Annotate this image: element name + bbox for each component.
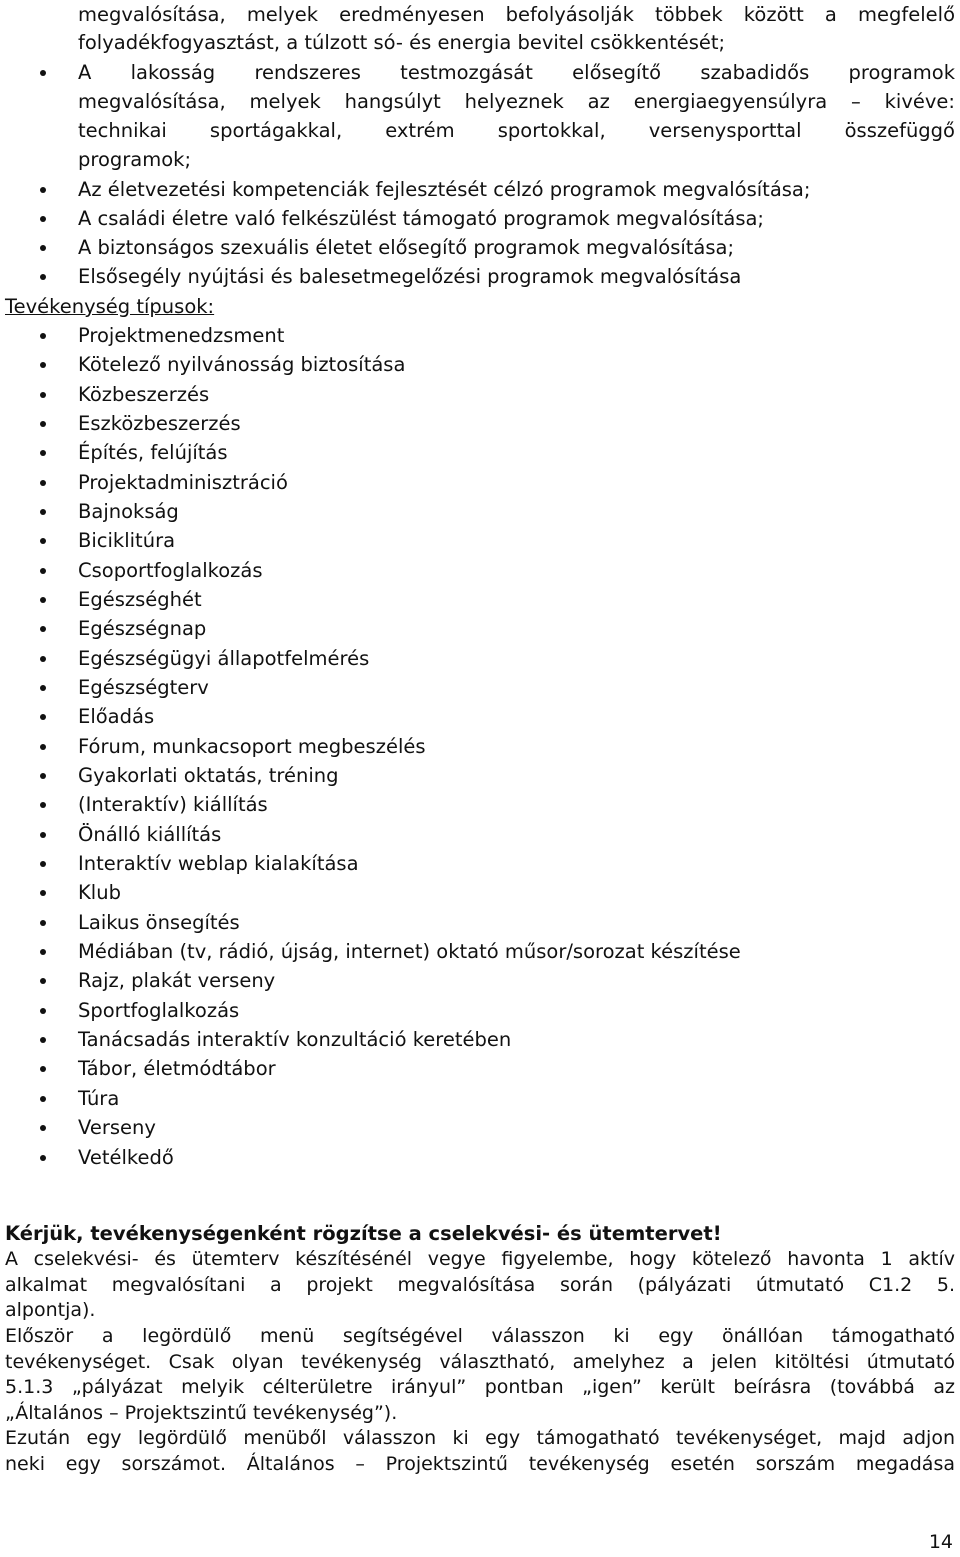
paragraph-line: „Általános – Projektszintű tevékenység”). (5, 1401, 398, 1424)
bullet-icon (40, 1155, 46, 1161)
paragraph-line: 5.1.3 „pályázat melyik célterületre irányul” pontban „igen” került beírásra (továbbá az (5, 1376, 955, 1399)
list-item-continuation (0, 87, 960, 116)
list-item-continuation (0, 116, 960, 145)
list-item-text: Verseny (78, 1116, 156, 1139)
bullet-icon (40, 421, 46, 427)
list-item (0, 1113, 960, 1142)
bullet-icon (40, 333, 46, 339)
paragraph-line: neki egy sorszámot. Általános – Projektszintű tevékenység esetén sorszám megadása (5, 1452, 955, 1475)
bullet-icon (40, 538, 46, 544)
list-item-text: Kötelező nyilvánosság biztosítása (78, 353, 406, 376)
bullet-icon (40, 685, 46, 691)
list-item (0, 673, 960, 702)
bullet-icon (40, 597, 46, 603)
list-item (0, 849, 960, 878)
bullet-icon (40, 245, 46, 251)
list-item-text: Egészséghét (78, 588, 202, 611)
bullet-icon (40, 187, 46, 193)
list-item-text: Bajnokság (78, 500, 179, 523)
list-item-text: Gyakorlati oktatás, tréning (78, 764, 339, 787)
list-item-text: Egészségterv (78, 676, 209, 699)
list-item-text: Eszközbeszerzés (78, 412, 241, 435)
instruction-paragraph (5, 1324, 955, 1426)
list-item-text: Egészségnap (78, 617, 207, 640)
activity-types-heading: Tevékenység típusok: (5, 295, 215, 318)
continuation-line: folyadékfogyasztást, a túlzott só- és energia bevitel csökkentését; (78, 31, 726, 54)
bullet-icon (40, 978, 46, 984)
list-item (0, 350, 960, 379)
list-item (0, 937, 960, 966)
bullet-icon (40, 890, 46, 896)
list-item (0, 1054, 960, 1083)
paragraph-line: alkalmat megvalósítani a projekt megvalósítása során (pályázati útmutató C1.2 5. (5, 1273, 955, 1296)
list-item (0, 732, 960, 761)
bullet-icon (40, 949, 46, 955)
list-item-text: technikai sportágakkal, extrém sportokkal, versenysporttal összefüggő (78, 119, 955, 142)
bullet-icon (40, 274, 46, 280)
bullet-icon (40, 773, 46, 779)
paragraph-line: Először a legördülő menü segítségével válasszon ki egy önállóan támogatható (5, 1325, 955, 1347)
bullet-icon (40, 1008, 46, 1014)
bullet-icon (40, 1125, 46, 1131)
list-item-text: Interaktív weblap kialakítása (78, 852, 359, 875)
list-item (0, 438, 960, 467)
bullet-icon (40, 392, 46, 398)
list-item-text: Egészségügyi állapotfelmérés (78, 647, 370, 670)
paragraph-line: A cselekvési- és ütemterv készítésénél vegye figyelembe, hogy kötelező havonta 1 aktív (5, 1248, 955, 1270)
bullet-icon (40, 480, 46, 486)
list-item (0, 380, 960, 409)
list-item (0, 262, 960, 291)
list-item-text: Építés, felújítás (78, 441, 228, 464)
list-item (0, 702, 960, 731)
list-item (0, 820, 960, 849)
instruction-paragraph (5, 1426, 955, 1477)
bullet-icon (40, 216, 46, 222)
list-item (0, 761, 960, 790)
paragraph-line: Ezután egy legördülő menüből válasszon ki egy támogatható tevékenységet, majd adjon (5, 1427, 955, 1449)
list-item-text: Laikus önsegítés (78, 911, 240, 934)
list-item-text: Projektadminisztráció (78, 471, 288, 494)
list-item-text: Klub (78, 881, 121, 904)
list-item-text: Előadás (78, 705, 155, 728)
bullet-icon (40, 70, 46, 76)
list-item (0, 526, 960, 555)
bullet-icon (40, 1096, 46, 1102)
list-item (0, 966, 960, 995)
list-item (0, 1143, 960, 1172)
bullet-icon (40, 626, 46, 632)
bullet-icon (40, 656, 46, 662)
list-item-text: megvalósítása, melyek hangsúlyt helyeznek az energiaegyensúlyra – kivéve: (78, 90, 955, 113)
list-item (0, 497, 960, 526)
list-item-text: Biciklitúra (78, 529, 176, 552)
bullet-icon (40, 568, 46, 574)
list-item (0, 878, 960, 907)
list-item-text: Önálló kiállítás (78, 823, 222, 846)
list-item-text: Tanácsadás interaktív konzultáció keretében (78, 1028, 512, 1051)
instruction-heading: Kérjük, tevékenységenként rögzítse a cselekvési- és ütemtervet! (5, 1222, 722, 1245)
list-item-text: Közbeszerzés (78, 383, 210, 406)
bullet-icon (40, 714, 46, 720)
bullet-icon (40, 861, 46, 867)
list-item (0, 790, 960, 819)
list-item-text: Csoportfoglalkozás (78, 559, 263, 582)
list-item-text: Fórum, munkacsoport megbeszélés (78, 735, 426, 758)
list-item-text: programok; (78, 148, 192, 171)
list-item (0, 996, 960, 1025)
list-item (0, 1025, 960, 1054)
list-item-text: A családi életre való felkészülést támogató programok megvalósítása; (78, 207, 764, 230)
list-item-text: (Interaktív) kiállítás (78, 793, 268, 816)
list-item (0, 233, 960, 262)
list-item (0, 585, 960, 614)
list-item-text: Az életvezetési kompetenciák fejlesztését célzó programok megvalósítása; (78, 178, 811, 201)
instruction-paragraph (5, 1247, 955, 1324)
list-item (0, 58, 960, 87)
bullet-icon (40, 802, 46, 808)
list-item-text: A biztonságos szexuális életet elősegítő programok megvalósítása; (78, 236, 735, 259)
list-item (0, 556, 960, 585)
list-item-text: Médiában (tv, rádió, újság, internet) oktató műsor/sorozat készítése (78, 940, 741, 963)
paragraph-line: alpontja). (5, 1299, 96, 1322)
bullet-icon (40, 362, 46, 368)
bullet-icon (40, 920, 46, 926)
list-item (0, 644, 960, 673)
list-item-text: Túra (78, 1087, 120, 1110)
bullet-icon (40, 1066, 46, 1072)
list-item-text: Vetélkedő (78, 1146, 174, 1169)
list-item-continuation (0, 145, 960, 174)
list-item (0, 908, 960, 937)
list-item (0, 1084, 960, 1113)
continuation-line: megvalósítása, melyek eredményesen befolyásolják többek között a megfelelő (78, 3, 955, 26)
bullet-icon (40, 832, 46, 838)
list-item-text: Elsősegély nyújtási és balesetmegelőzési programok megvalósítása (78, 265, 742, 288)
list-item (0, 321, 960, 350)
list-item (0, 468, 960, 497)
bullet-icon (40, 509, 46, 515)
list-item-text: Tábor, életmódtábor (78, 1057, 276, 1080)
bullet-icon (40, 744, 46, 750)
list-item (0, 409, 960, 438)
bullet-icon (40, 450, 46, 456)
bullet-icon (40, 1037, 46, 1043)
list-item (0, 614, 960, 643)
list-item (0, 175, 960, 204)
list-item (0, 204, 960, 233)
list-item-text: Rajz, plakát verseny (78, 969, 276, 992)
list-item-text: Sportfoglalkozás (78, 999, 240, 1022)
list-item-text: Projektmenedzsment (78, 324, 285, 347)
page-number: 14 (928, 1531, 953, 1553)
paragraph-line: tevékenységet. Csak olyan tevékenység választható, amelyhez a jelen kitöltési útmutató (5, 1350, 955, 1373)
list-item-text: A lakosság rendszeres testmozgását elősegítő szabadidős programok (78, 61, 955, 84)
